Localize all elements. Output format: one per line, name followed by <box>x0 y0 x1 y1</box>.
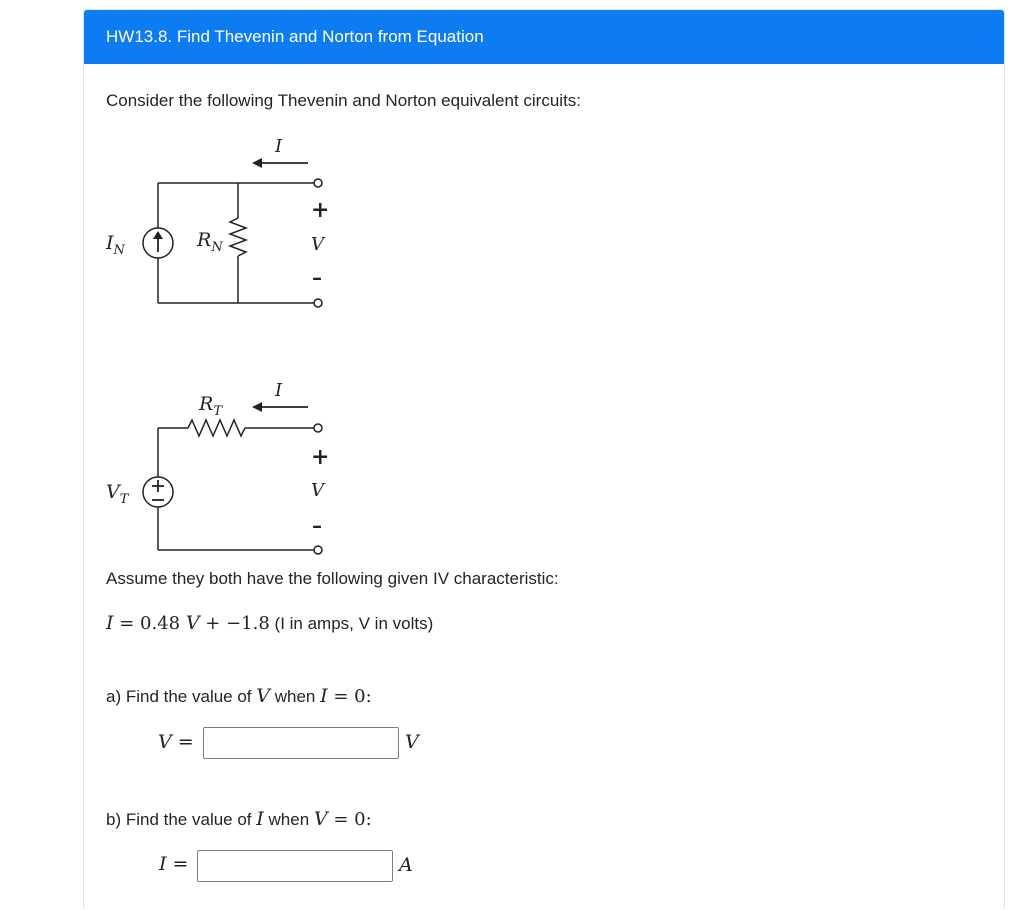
norton-voltage-label: V <box>311 234 324 255</box>
question-title: HW13.8. Find Thevenin and Norton from Equation <box>106 27 484 46</box>
equation-v: V <box>185 612 200 634</box>
terminal-bottom <box>314 546 322 554</box>
part-a-cond: = 0: <box>327 686 372 707</box>
assume-text: Assume they both have the following given IV characteristic: <box>106 569 559 588</box>
part-b-var2: V <box>313 808 328 830</box>
part-a-var: V <box>256 685 270 707</box>
thevenin-current-label: I <box>275 380 283 401</box>
norton-plus-sign: + <box>311 197 330 223</box>
thevenin-source-label: V <box>106 481 120 503</box>
part-b-answer-label <box>159 853 188 875</box>
thevenin-resistor-label: R <box>199 393 214 415</box>
current-arrow <box>252 402 308 412</box>
card-header <box>84 10 1004 64</box>
part-a-prefix: a) Find the value of <box>106 687 257 706</box>
equation-lhs: I <box>106 612 114 634</box>
norton-circuit <box>100 130 340 310</box>
part-a-question <box>106 685 372 707</box>
part-b-mid: when <box>263 810 314 829</box>
norton-resistor-label: R <box>197 229 212 251</box>
norton-current-label: I <box>275 136 283 157</box>
equation-rest: + −1.8 <box>199 613 270 634</box>
svg-text:VT <box>106 481 130 507</box>
terminal-top <box>314 179 322 187</box>
part-b-question <box>106 808 372 830</box>
part-b-answer-eq: = <box>166 853 189 875</box>
part-b-unit: A <box>399 854 413 876</box>
part-a-unit: V <box>405 731 419 753</box>
norton-minus-sign: – <box>312 265 322 289</box>
voltage-source-symbol <box>143 477 173 507</box>
thevenin-circuit <box>100 380 340 560</box>
part-a-answer-input[interactable] <box>203 727 399 759</box>
part-b-var: I <box>256 808 264 830</box>
current-source-symbol <box>143 228 173 258</box>
intro-text: Consider the following Thevenin and Norton equivalent circuits: <box>106 91 582 110</box>
part-b-answer-var: I <box>159 853 167 875</box>
part-b-cond: = 0: <box>327 809 372 830</box>
part-a-answer-var: V <box>158 731 172 753</box>
svg-text:RT <box>198 393 223 419</box>
norton-resistor-sub: N <box>211 240 223 255</box>
current-arrow <box>252 158 308 168</box>
iv-equation <box>106 612 433 634</box>
svg-text:RN <box>196 229 223 255</box>
terminal-top <box>314 424 322 432</box>
part-b-prefix: b) Find the value of <box>106 810 257 829</box>
part-a-mid: when <box>270 687 321 706</box>
part-a-answer-eq: = <box>171 731 194 753</box>
norton-source-label: I <box>106 232 114 254</box>
part-a-var2: I <box>320 685 328 707</box>
thevenin-minus-sign: – <box>312 513 322 537</box>
thevenin-source-sub: T <box>119 492 129 507</box>
thevenin-plus-sign: + <box>311 444 330 470</box>
terminal-bottom <box>314 299 322 307</box>
part-a-answer-label <box>158 731 194 753</box>
equation-coefficient: = 0.48 <box>113 613 186 634</box>
norton-source-sub: N <box>113 243 125 258</box>
thevenin-voltage-label: V <box>311 480 324 501</box>
equation-note: (I in amps, V in volts) <box>269 614 434 633</box>
part-b-answer-input[interactable] <box>197 850 393 882</box>
svg-text:IN <box>105 232 126 258</box>
thevenin-resistor-sub: T <box>213 404 222 419</box>
